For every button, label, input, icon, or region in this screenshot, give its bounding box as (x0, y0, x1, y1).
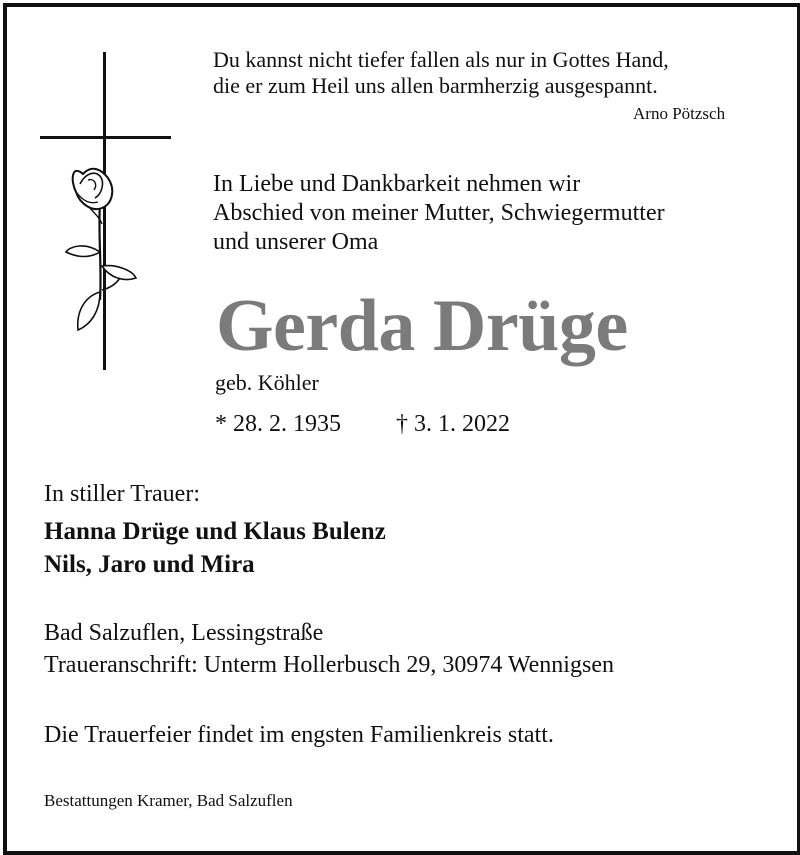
deceased-name: Gerda Drüge (216, 285, 628, 367)
address-line-2: Traueranschrift: Unterm Hollerbusch 29, 30974 Wennigsen (44, 652, 614, 678)
intro-line-1: In Liebe und Dankbarkeit nehmen wir (213, 171, 581, 197)
address-line-1: Bad Salzuflen, Lessingstraße (44, 620, 324, 646)
cross-with-rose-icon (40, 52, 175, 372)
death-date: † 3. 1. 2022 (396, 411, 510, 437)
intro-line-3: und unserer Oma (213, 229, 379, 255)
mourners-line-2: Nils, Jaro und Mira (44, 551, 255, 578)
quote-line-2: die er zum Heil uns allen barmherzig ausgespannt. (213, 73, 658, 98)
farewell-intro (213, 170, 665, 257)
undertaker: Bestattungen Kramer, Bad Salzuflen (44, 791, 293, 810)
quote-author: Arno Pötzsch (633, 104, 726, 123)
birth-name: geb. Köhler (215, 370, 319, 395)
intro-line-2: Abschied von meiner Mutter, Schwiegermutter (213, 200, 665, 226)
bible-quote (213, 47, 669, 99)
service-note: Die Trauerfeier findet im engsten Familienkreis statt. (44, 722, 554, 748)
quote-line-1: Du kannst nicht tiefer fallen als nur in Gottes Hand, (213, 47, 669, 72)
mourners-line-1: Hanna Drüge und Klaus Bulenz (44, 518, 386, 545)
birth-date: * 28. 2. 1935 (215, 411, 341, 437)
mourners-heading: In stiller Trauer: (44, 481, 200, 507)
